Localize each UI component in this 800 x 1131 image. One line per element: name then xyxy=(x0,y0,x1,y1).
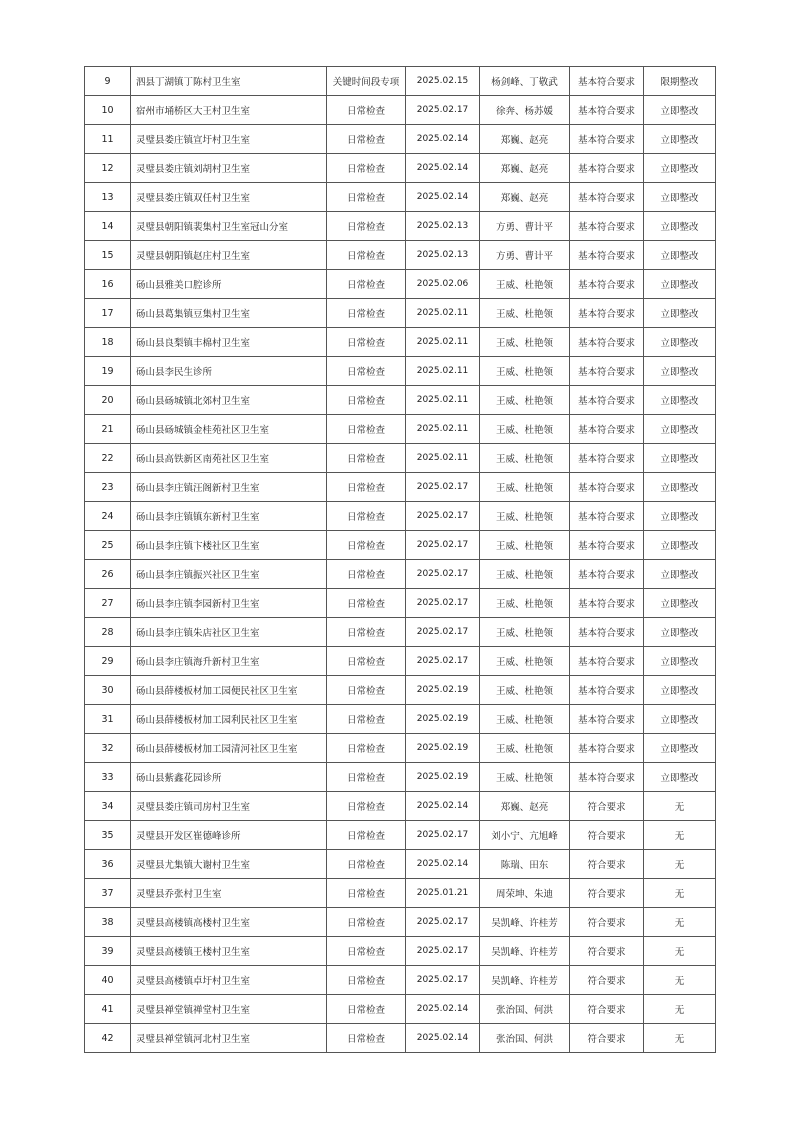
inspection-type-cell: 日常检查 xyxy=(327,96,406,125)
institution-name-cell: 灵璧县禅堂镇河北村卫生室 xyxy=(131,1024,327,1053)
table-row xyxy=(85,502,716,531)
rectification-action-cell: 立即整改 xyxy=(644,357,716,386)
inspectors-cell: 王威、杜艳领 xyxy=(480,415,570,444)
rectification-action-cell: 无 xyxy=(644,908,716,937)
row-number-cell: 36 xyxy=(85,850,131,879)
table-row xyxy=(85,299,716,328)
inspection-type-cell: 日常检查 xyxy=(327,212,406,241)
inspection-table xyxy=(84,66,716,1053)
table-row xyxy=(85,241,716,270)
inspection-type-cell: 日常检查 xyxy=(327,386,406,415)
table-row xyxy=(85,1024,716,1053)
rectification-action-cell: 立即整改 xyxy=(644,241,716,270)
institution-name-cell: 灵璧县高楼镇王楼村卫生室 xyxy=(131,937,327,966)
inspection-type-cell: 日常检查 xyxy=(327,734,406,763)
rectification-action-cell: 立即整改 xyxy=(644,444,716,473)
inspection-result-cell: 基本符合要求 xyxy=(570,763,644,792)
inspection-type-cell: 日常检查 xyxy=(327,676,406,705)
rectification-action-cell: 立即整改 xyxy=(644,386,716,415)
inspection-result-cell: 基本符合要求 xyxy=(570,125,644,154)
inspection-result-cell: 基本符合要求 xyxy=(570,270,644,299)
inspection-result-cell: 基本符合要求 xyxy=(570,560,644,589)
inspectors-cell: 张治国、何洪 xyxy=(480,995,570,1024)
inspection-type-cell: 日常检查 xyxy=(327,154,406,183)
inspection-type-cell: 日常检查 xyxy=(327,502,406,531)
row-number-cell: 17 xyxy=(85,299,131,328)
institution-name-cell: 灵璧县开发区崔德峰诊所 xyxy=(131,821,327,850)
inspection-type-cell: 日常检查 xyxy=(327,850,406,879)
row-number-cell: 22 xyxy=(85,444,131,473)
rectification-action-cell: 立即整改 xyxy=(644,705,716,734)
inspection-date-cell: 2025.02.17 xyxy=(406,966,480,995)
inspection-result-cell: 基本符合要求 xyxy=(570,96,644,125)
institution-name-cell: 砀山县高铁新区南苑社区卫生室 xyxy=(131,444,327,473)
row-number-cell: 18 xyxy=(85,328,131,357)
inspection-type-cell: 日常检查 xyxy=(327,531,406,560)
inspection-result-cell: 符合要求 xyxy=(570,937,644,966)
row-number-cell: 31 xyxy=(85,705,131,734)
institution-name-cell: 灵璧县高楼镇卓圩村卫生室 xyxy=(131,966,327,995)
rectification-action-cell: 无 xyxy=(644,792,716,821)
table-row xyxy=(85,821,716,850)
row-number-cell: 12 xyxy=(85,154,131,183)
inspection-result-cell: 基本符合要求 xyxy=(570,734,644,763)
inspection-type-cell: 日常检查 xyxy=(327,328,406,357)
inspectors-cell: 刘小宁、亢旭峰 xyxy=(480,821,570,850)
row-number-cell: 23 xyxy=(85,473,131,502)
table-row xyxy=(85,676,716,705)
inspection-type-cell: 日常检查 xyxy=(327,705,406,734)
inspection-date-cell: 2025.02.15 xyxy=(406,67,480,96)
inspection-result-cell: 符合要求 xyxy=(570,850,644,879)
institution-name-cell: 灵璧县娄庄镇司房村卫生室 xyxy=(131,792,327,821)
rectification-action-cell: 立即整改 xyxy=(644,589,716,618)
table-row xyxy=(85,879,716,908)
rectification-action-cell: 立即整改 xyxy=(644,531,716,560)
inspectors-cell: 王威、杜艳领 xyxy=(480,473,570,502)
rectification-action-cell: 立即整改 xyxy=(644,212,716,241)
row-number-cell: 34 xyxy=(85,792,131,821)
table-row xyxy=(85,966,716,995)
inspection-date-cell: 2025.01.21 xyxy=(406,879,480,908)
table-row xyxy=(85,560,716,589)
rectification-action-cell: 立即整改 xyxy=(644,96,716,125)
inspection-type-cell: 日常检查 xyxy=(327,299,406,328)
inspection-result-cell: 基本符合要求 xyxy=(570,154,644,183)
table-body xyxy=(85,67,716,1053)
institution-name-cell: 灵璧县娄庄镇刘胡村卫生室 xyxy=(131,154,327,183)
rectification-action-cell: 立即整改 xyxy=(644,154,716,183)
inspection-date-cell: 2025.02.11 xyxy=(406,328,480,357)
inspection-type-cell: 日常检查 xyxy=(327,589,406,618)
row-number-cell: 37 xyxy=(85,879,131,908)
inspection-result-cell: 基本符合要求 xyxy=(570,328,644,357)
row-number-cell: 40 xyxy=(85,966,131,995)
institution-name-cell: 灵璧县乔张村卫生室 xyxy=(131,879,327,908)
inspection-date-cell: 2025.02.11 xyxy=(406,357,480,386)
inspection-date-cell: 2025.02.11 xyxy=(406,444,480,473)
inspection-result-cell: 基本符合要求 xyxy=(570,589,644,618)
table-row xyxy=(85,473,716,502)
rectification-action-cell: 无 xyxy=(644,995,716,1024)
inspection-date-cell: 2025.02.19 xyxy=(406,705,480,734)
inspection-type-cell: 日常检查 xyxy=(327,821,406,850)
inspection-date-cell: 2025.02.17 xyxy=(406,473,480,502)
institution-name-cell: 砀山县薛楼板材加工园利民社区卫生室 xyxy=(131,705,327,734)
rectification-action-cell: 立即整改 xyxy=(644,328,716,357)
inspection-result-cell: 基本符合要求 xyxy=(570,705,644,734)
inspection-date-cell: 2025.02.13 xyxy=(406,212,480,241)
inspection-result-cell: 基本符合要求 xyxy=(570,502,644,531)
row-number-cell: 13 xyxy=(85,183,131,212)
institution-name-cell: 砀山县良梨镇丰棉村卫生室 xyxy=(131,328,327,357)
inspection-type-cell: 日常检查 xyxy=(327,415,406,444)
table-row xyxy=(85,995,716,1024)
institution-name-cell: 泗县丁湖镇丁陈村卫生室 xyxy=(131,67,327,96)
rectification-action-cell: 立即整改 xyxy=(644,473,716,502)
rectification-action-cell: 立即整改 xyxy=(644,763,716,792)
table-row xyxy=(85,589,716,618)
row-number-cell: 19 xyxy=(85,357,131,386)
inspectors-cell: 王威、杜艳领 xyxy=(480,386,570,415)
inspection-date-cell: 2025.02.19 xyxy=(406,676,480,705)
inspectors-cell: 王威、杜艳领 xyxy=(480,647,570,676)
inspectors-cell: 郑巍、赵亮 xyxy=(480,154,570,183)
inspectors-cell: 吴凯峰、许桂芳 xyxy=(480,908,570,937)
inspection-date-cell: 2025.02.19 xyxy=(406,734,480,763)
row-number-cell: 15 xyxy=(85,241,131,270)
institution-name-cell: 砀山县砀城镇北郊村卫生室 xyxy=(131,386,327,415)
table-row xyxy=(85,154,716,183)
rectification-action-cell: 立即整改 xyxy=(644,560,716,589)
inspection-result-cell: 基本符合要求 xyxy=(570,444,644,473)
inspection-result-cell: 符合要求 xyxy=(570,1024,644,1053)
inspection-date-cell: 2025.02.14 xyxy=(406,995,480,1024)
inspection-date-cell: 2025.02.06 xyxy=(406,270,480,299)
rectification-action-cell: 立即整改 xyxy=(644,618,716,647)
inspection-type-cell: 日常检查 xyxy=(327,270,406,299)
inspection-date-cell: 2025.02.17 xyxy=(406,908,480,937)
inspectors-cell: 张治国、何洪 xyxy=(480,1024,570,1053)
inspection-date-cell: 2025.02.19 xyxy=(406,763,480,792)
inspection-type-cell: 日常检查 xyxy=(327,241,406,270)
institution-name-cell: 砀山县李庄镇镇东新村卫生室 xyxy=(131,502,327,531)
row-number-cell: 39 xyxy=(85,937,131,966)
table-row xyxy=(85,850,716,879)
table-row xyxy=(85,705,716,734)
institution-name-cell: 砀山县李民生诊所 xyxy=(131,357,327,386)
inspection-result-cell: 基本符合要求 xyxy=(570,531,644,560)
inspectors-cell: 郑巍、赵亮 xyxy=(480,183,570,212)
inspection-result-cell: 符合要求 xyxy=(570,908,644,937)
table-row xyxy=(85,734,716,763)
institution-name-cell: 砀山县李庄镇振兴社区卫生室 xyxy=(131,560,327,589)
row-number-cell: 28 xyxy=(85,618,131,647)
row-number-cell: 10 xyxy=(85,96,131,125)
row-number-cell: 20 xyxy=(85,386,131,415)
table-row xyxy=(85,763,716,792)
table-row xyxy=(85,96,716,125)
rectification-action-cell: 限期整改 xyxy=(644,67,716,96)
table-row xyxy=(85,125,716,154)
inspection-date-cell: 2025.02.11 xyxy=(406,299,480,328)
institution-name-cell: 砀山县李庄镇汪阁新村卫生室 xyxy=(131,473,327,502)
table-row xyxy=(85,270,716,299)
rectification-action-cell: 立即整改 xyxy=(644,415,716,444)
inspectors-cell: 徐奔、杨苏媛 xyxy=(480,96,570,125)
inspection-date-cell: 2025.02.17 xyxy=(406,531,480,560)
rectification-action-cell: 立即整改 xyxy=(644,270,716,299)
institution-name-cell: 灵璧县朝阳镇裴集村卫生室冠山分室 xyxy=(131,212,327,241)
institution-name-cell: 砀山县砀城镇金桂苑社区卫生室 xyxy=(131,415,327,444)
row-number-cell: 26 xyxy=(85,560,131,589)
institution-name-cell: 宿州市埇桥区大王村卫生室 xyxy=(131,96,327,125)
inspection-type-cell: 日常检查 xyxy=(327,647,406,676)
inspection-type-cell: 日常检查 xyxy=(327,763,406,792)
table-row xyxy=(85,67,716,96)
inspection-result-cell: 符合要求 xyxy=(570,966,644,995)
inspection-type-cell: 日常检查 xyxy=(327,125,406,154)
inspectors-cell: 王威、杜艳领 xyxy=(480,734,570,763)
inspection-date-cell: 2025.02.14 xyxy=(406,1024,480,1053)
inspectors-cell: 王威、杜艳领 xyxy=(480,531,570,560)
row-number-cell: 16 xyxy=(85,270,131,299)
inspection-type-cell: 日常检查 xyxy=(327,879,406,908)
inspectors-cell: 方勇、曹计平 xyxy=(480,212,570,241)
inspectors-cell: 王威、杜艳领 xyxy=(480,618,570,647)
institution-name-cell: 灵璧县禅堂镇禅堂村卫生室 xyxy=(131,995,327,1024)
inspectors-cell: 王威、杜艳领 xyxy=(480,705,570,734)
inspection-date-cell: 2025.02.14 xyxy=(406,154,480,183)
inspection-date-cell: 2025.02.17 xyxy=(406,821,480,850)
inspectors-cell: 王威、杜艳领 xyxy=(480,299,570,328)
table-row xyxy=(85,618,716,647)
inspectors-cell: 王威、杜艳领 xyxy=(480,357,570,386)
row-number-cell: 30 xyxy=(85,676,131,705)
inspection-date-cell: 2025.02.17 xyxy=(406,589,480,618)
inspection-type-cell: 日常检查 xyxy=(327,357,406,386)
row-number-cell: 9 xyxy=(85,67,131,96)
row-number-cell: 24 xyxy=(85,502,131,531)
rectification-action-cell: 无 xyxy=(644,1024,716,1053)
rectification-action-cell: 立即整改 xyxy=(644,299,716,328)
institution-name-cell: 砀山县李庄镇卞楼社区卫生室 xyxy=(131,531,327,560)
rectification-action-cell: 立即整改 xyxy=(644,502,716,531)
rectification-action-cell: 立即整改 xyxy=(644,125,716,154)
row-number-cell: 35 xyxy=(85,821,131,850)
inspection-result-cell: 基本符合要求 xyxy=(570,386,644,415)
inspection-type-cell: 日常检查 xyxy=(327,995,406,1024)
rectification-action-cell: 无 xyxy=(644,850,716,879)
table-row xyxy=(85,647,716,676)
row-number-cell: 42 xyxy=(85,1024,131,1053)
inspectors-cell: 王威、杜艳领 xyxy=(480,270,570,299)
row-number-cell: 29 xyxy=(85,647,131,676)
row-number-cell: 38 xyxy=(85,908,131,937)
table-row xyxy=(85,531,716,560)
inspection-result-cell: 基本符合要求 xyxy=(570,415,644,444)
inspectors-cell: 郑巍、赵亮 xyxy=(480,792,570,821)
inspection-date-cell: 2025.02.17 xyxy=(406,560,480,589)
institution-name-cell: 砀山县李庄镇海升新村卫生室 xyxy=(131,647,327,676)
inspection-result-cell: 基本符合要求 xyxy=(570,67,644,96)
inspection-result-cell: 基本符合要求 xyxy=(570,241,644,270)
institution-name-cell: 砀山县雅美口腔诊所 xyxy=(131,270,327,299)
institution-name-cell: 灵璧县高楼镇高楼村卫生室 xyxy=(131,908,327,937)
rectification-action-cell: 立即整改 xyxy=(644,183,716,212)
inspection-type-cell: 关键时间段专项 xyxy=(327,67,406,96)
table-row xyxy=(85,183,716,212)
inspectors-cell: 郑巍、赵亮 xyxy=(480,125,570,154)
row-number-cell: 27 xyxy=(85,589,131,618)
inspectors-cell: 吴凯峰、许桂芳 xyxy=(480,966,570,995)
inspectors-cell: 王威、杜艳领 xyxy=(480,763,570,792)
inspectors-cell: 吴凯峰、许桂芳 xyxy=(480,937,570,966)
institution-name-cell: 灵璧县尤集镇大谢村卫生室 xyxy=(131,850,327,879)
inspection-date-cell: 2025.02.11 xyxy=(406,415,480,444)
inspection-result-cell: 符合要求 xyxy=(570,995,644,1024)
inspectors-cell: 王威、杜艳领 xyxy=(480,676,570,705)
inspectors-cell: 方勇、曹计平 xyxy=(480,241,570,270)
table-row xyxy=(85,415,716,444)
row-number-cell: 25 xyxy=(85,531,131,560)
inspection-result-cell: 基本符合要求 xyxy=(570,618,644,647)
inspection-type-cell: 日常检查 xyxy=(327,937,406,966)
row-number-cell: 41 xyxy=(85,995,131,1024)
inspection-date-cell: 2025.02.17 xyxy=(406,96,480,125)
inspection-date-cell: 2025.02.14 xyxy=(406,125,480,154)
inspection-date-cell: 2025.02.13 xyxy=(406,241,480,270)
row-number-cell: 11 xyxy=(85,125,131,154)
inspection-result-cell: 符合要求 xyxy=(570,821,644,850)
inspectors-cell: 王威、杜艳领 xyxy=(480,560,570,589)
inspection-result-cell: 基本符合要求 xyxy=(570,473,644,502)
inspection-date-cell: 2025.02.14 xyxy=(406,183,480,212)
institution-name-cell: 砀山县紫鑫花园诊所 xyxy=(131,763,327,792)
table-row xyxy=(85,212,716,241)
table-row xyxy=(85,792,716,821)
inspection-type-cell: 日常检查 xyxy=(327,560,406,589)
row-number-cell: 32 xyxy=(85,734,131,763)
inspection-result-cell: 基本符合要求 xyxy=(570,357,644,386)
inspectors-cell: 杨剑峰、丁敬武 xyxy=(480,67,570,96)
inspectors-cell: 陈瑞、田东 xyxy=(480,850,570,879)
inspection-type-cell: 日常检查 xyxy=(327,908,406,937)
inspection-result-cell: 基本符合要求 xyxy=(570,647,644,676)
institution-name-cell: 砀山县葛集镇豆集村卫生室 xyxy=(131,299,327,328)
inspectors-cell: 王威、杜艳领 xyxy=(480,328,570,357)
row-number-cell: 33 xyxy=(85,763,131,792)
inspection-result-cell: 符合要求 xyxy=(570,792,644,821)
inspection-date-cell: 2025.02.17 xyxy=(406,502,480,531)
inspection-type-cell: 日常检查 xyxy=(327,966,406,995)
inspection-result-cell: 符合要求 xyxy=(570,879,644,908)
table-row xyxy=(85,386,716,415)
inspection-type-cell: 日常检查 xyxy=(327,618,406,647)
inspection-date-cell: 2025.02.17 xyxy=(406,647,480,676)
row-number-cell: 21 xyxy=(85,415,131,444)
inspection-result-cell: 基本符合要求 xyxy=(570,299,644,328)
inspectors-cell: 王威、杜艳领 xyxy=(480,589,570,618)
table-row xyxy=(85,357,716,386)
rectification-action-cell: 立即整改 xyxy=(644,734,716,763)
institution-name-cell: 砀山县薛楼板材加工园清河社区卫生室 xyxy=(131,734,327,763)
institution-name-cell: 灵璧县朝阳镇赵庄村卫生室 xyxy=(131,241,327,270)
inspection-type-cell: 日常检查 xyxy=(327,473,406,502)
institution-name-cell: 灵璧县娄庄镇宣圩村卫生室 xyxy=(131,125,327,154)
inspection-date-cell: 2025.02.17 xyxy=(406,618,480,647)
institution-name-cell: 砀山县薛楼板材加工园便民社区卫生室 xyxy=(131,676,327,705)
inspectors-cell: 王威、杜艳领 xyxy=(480,502,570,531)
rectification-action-cell: 无 xyxy=(644,966,716,995)
inspection-date-cell: 2025.02.14 xyxy=(406,792,480,821)
rectification-action-cell: 立即整改 xyxy=(644,647,716,676)
inspection-type-cell: 日常检查 xyxy=(327,183,406,212)
institution-name-cell: 灵璧县娄庄镇双任村卫生室 xyxy=(131,183,327,212)
rectification-action-cell: 无 xyxy=(644,937,716,966)
institution-name-cell: 砀山县李庄镇朱店社区卫生室 xyxy=(131,618,327,647)
inspection-date-cell: 2025.02.17 xyxy=(406,937,480,966)
inspection-date-cell: 2025.02.11 xyxy=(406,386,480,415)
table-row xyxy=(85,908,716,937)
table-row xyxy=(85,937,716,966)
inspection-type-cell: 日常检查 xyxy=(327,444,406,473)
row-number-cell: 14 xyxy=(85,212,131,241)
inspection-type-cell: 日常检查 xyxy=(327,792,406,821)
inspection-result-cell: 基本符合要求 xyxy=(570,212,644,241)
inspection-result-cell: 基本符合要求 xyxy=(570,676,644,705)
inspection-result-cell: 基本符合要求 xyxy=(570,183,644,212)
institution-name-cell: 砀山县李庄镇李园新村卫生室 xyxy=(131,589,327,618)
inspection-date-cell: 2025.02.14 xyxy=(406,850,480,879)
rectification-action-cell: 无 xyxy=(644,821,716,850)
rectification-action-cell: 无 xyxy=(644,879,716,908)
table-row xyxy=(85,328,716,357)
inspection-type-cell: 日常检查 xyxy=(327,1024,406,1053)
inspectors-cell: 王威、杜艳领 xyxy=(480,444,570,473)
rectification-action-cell: 立即整改 xyxy=(644,676,716,705)
inspectors-cell: 周荣坤、朱迪 xyxy=(480,879,570,908)
table-row xyxy=(85,444,716,473)
